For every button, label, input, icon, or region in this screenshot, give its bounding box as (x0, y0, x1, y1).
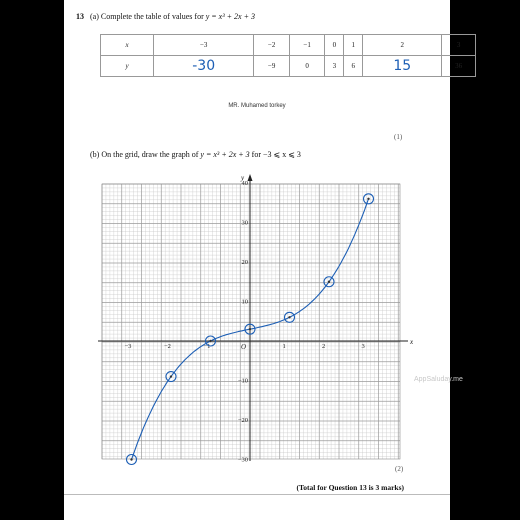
y-header: y (101, 56, 154, 77)
part-b-range: for −3 ⩽ x ⩽ 3 (251, 150, 301, 159)
x-tick-label: −1 (203, 343, 211, 350)
y-tick-label: −30 (237, 456, 248, 464)
x-cell: −1 (289, 35, 325, 56)
data-point (367, 198, 369, 200)
data-point (249, 328, 251, 330)
graph-grid[interactable] (64, 0, 450, 480)
data-point (209, 340, 211, 342)
handwritten-answer: 15 (393, 58, 412, 74)
marks-part-b: (2) (395, 465, 404, 473)
y-tick-label: −10 (237, 377, 248, 385)
question-number: 13 (76, 12, 84, 21)
y-tick-label: 10 (241, 298, 248, 306)
y-tick-label: 40 (241, 180, 248, 187)
y-cell: 6 (344, 56, 363, 77)
x-cell: 1 (344, 35, 363, 56)
marks-part-a: (1) (394, 133, 403, 141)
part-b-equation: y = x³ + 2x + 3 (200, 150, 250, 159)
x-axis-label: x (410, 338, 414, 346)
x-cell: −2 (254, 35, 290, 56)
x-tick-label: 2 (322, 343, 326, 350)
total-marks: (Total for Question 13 is 3 marks) (296, 483, 404, 492)
x-cell: 0 (325, 35, 344, 56)
data-point (328, 281, 330, 283)
y-axis-arrow (248, 174, 253, 181)
author-credit: MR. Muhamed torkey (228, 103, 286, 109)
part-a-equation: y = x³ + 2x + 3 (205, 12, 255, 21)
x-tick-label: −2 (164, 343, 171, 350)
data-point (130, 458, 132, 460)
x-tick-label: −3 (124, 343, 132, 350)
part-b-text: (b) On the grid, draw the graph of (90, 150, 199, 159)
y-tick-label: −20 (237, 417, 248, 424)
x-cell: −3 (154, 35, 254, 56)
y-cell: 36 (442, 56, 476, 77)
watermark: AppSaluday.me (414, 376, 463, 383)
x-cell: 3 (442, 35, 476, 56)
origin-label: O (241, 343, 247, 351)
y-tick-label: 20 (241, 259, 248, 266)
y-cell: 3 (325, 56, 344, 77)
grid-border (102, 184, 400, 459)
y-cell: 0 (289, 56, 325, 77)
y-axis-label: y (241, 174, 245, 182)
part-a-text: (a) Complete the table of values for (90, 12, 204, 21)
grid-major-lines (102, 184, 400, 459)
y-tick-label: 30 (241, 219, 248, 227)
x-tick-label: 1 (282, 343, 286, 350)
x-header: x (101, 35, 154, 56)
data-point (288, 316, 290, 318)
y-cell: −9 (254, 56, 290, 77)
exam-page (64, 0, 463, 520)
data-point (170, 375, 172, 377)
footer-rule (64, 494, 450, 495)
grid-minor-lines (102, 184, 400, 459)
x-tick-label: 3 (361, 343, 365, 350)
x-cell: 2 (363, 35, 442, 56)
handwritten-answer: -30 (192, 58, 216, 74)
